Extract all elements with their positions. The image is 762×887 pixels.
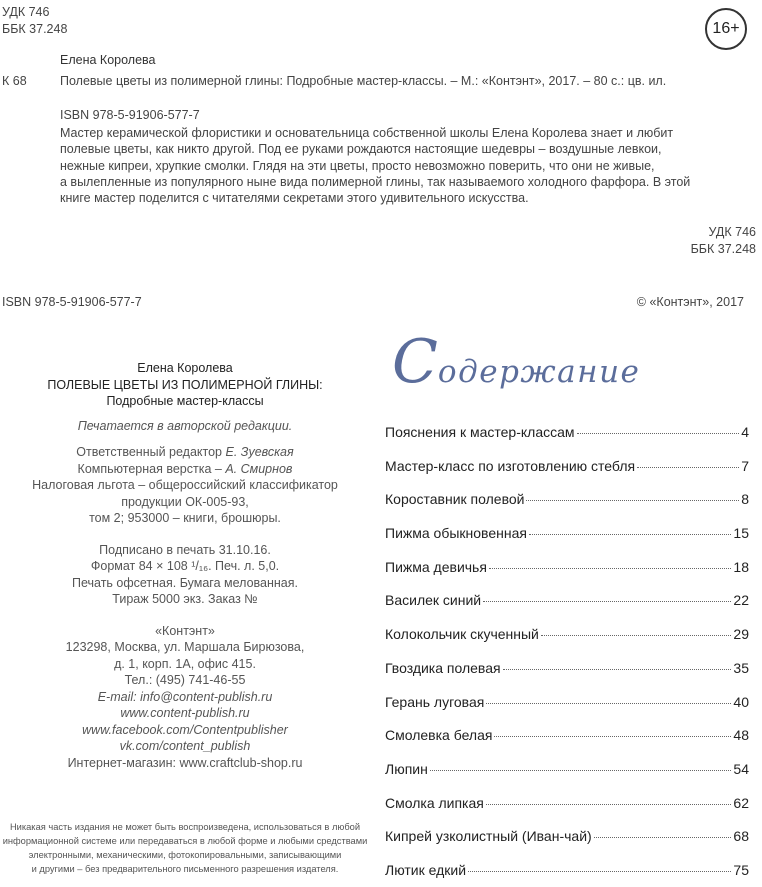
leader-dots: [577, 433, 740, 434]
toc-item-page: 8: [741, 491, 749, 508]
header-udk: УДК 746: [2, 5, 50, 19]
toc-item-title: Люпин: [385, 760, 428, 777]
leader-dots: [594, 837, 732, 838]
leader-dots: [486, 703, 731, 704]
toc-item[interactable]: [385, 828, 749, 862]
catalog-isbn: ISBN 978-5-91906-577-7: [60, 108, 200, 122]
catalog-udk: УДК 746: [708, 225, 756, 239]
leader-dots: [637, 467, 739, 468]
toc-item-page: 18: [733, 558, 749, 575]
leader-dots: [486, 804, 732, 805]
tax-line: Налоговая льгота – общероссийский классификатор: [32, 478, 338, 492]
leader-dots: [494, 736, 731, 737]
publisher-address: 123298, Москва, ул. Маршала Бирюзова,: [65, 640, 305, 654]
leader-dots: [529, 534, 731, 535]
toc-item-title: Колокольчик скученный: [385, 626, 539, 643]
editor-name: Е. Зуевская: [225, 445, 294, 459]
toc-item-title: Короставник полевой: [385, 491, 525, 508]
toc-item[interactable]: [385, 424, 749, 458]
publisher-vk: vk.com/content_publish: [119, 739, 251, 753]
layout-name: А. Смирнов: [225, 461, 293, 476]
toc-item-page: 22: [733, 592, 749, 609]
toc-list: [385, 424, 749, 887]
print-info-line: Подписано в печать 31.10.16.: [99, 542, 271, 557]
age-rating-badge: 16+: [705, 8, 747, 50]
toc-item-page: 62: [733, 794, 749, 811]
copyright: © «Контэнт», 2017: [636, 295, 744, 309]
publisher-email: E-mail: info@content-publish.ru: [97, 689, 273, 704]
catalog-entry: Полевые цветы из полимерной глины: Подробные мастер-классы. – М.: «Контэнт», 2017. – 80 с.: цв. ил.: [60, 74, 667, 88]
toc-item-title: Василек синий: [385, 592, 482, 609]
imprint-subtitle: Подробные мастер-классы: [106, 394, 264, 408]
toc-item[interactable]: [385, 761, 749, 795]
description-line: книге мастер поделится с читателями секретами этого удивительного искусства.: [60, 191, 529, 206]
legal-notice: [0, 820, 370, 876]
editor-label: Ответственный редактор: [76, 445, 223, 459]
toc-item-page: 29: [733, 626, 749, 643]
publisher-facebook: www.facebook.com/Contentpublisher: [82, 722, 288, 737]
description-line: полевые цветы, как никто другой. Под ее руками рождаются настоящие шедевры – воздушные левкои,: [60, 142, 662, 157]
edition-note: Печатается в авторской редакции.: [77, 418, 293, 433]
leader-dots: [503, 669, 732, 670]
toc-item-title: Лютик едкий: [385, 861, 467, 878]
toc-item[interactable]: [385, 795, 749, 829]
leader-dots: [483, 601, 731, 602]
layout-line: [0, 461, 370, 478]
toc-item[interactable]: [385, 862, 749, 887]
imprint-title: ПОЛЕВЫЕ ЦВЕТЫ ИЗ ПОЛИМЕРНОЙ ГЛИНЫ:: [47, 377, 323, 392]
layout-label: Компьютерная верстка –: [77, 461, 222, 476]
toc-item[interactable]: [385, 694, 749, 728]
catalog-bbk: ББК 37.248: [690, 242, 756, 256]
description-line: нежные кипреи, хрупкие смолки. Глядя на эти цветы, просто невозможно поверить, что они не живые,: [60, 158, 655, 173]
toc-item-page: 68: [733, 828, 749, 845]
toc-item-page: 15: [733, 525, 749, 542]
toc-title: [392, 322, 640, 402]
leader-dots: [526, 500, 739, 501]
editor-line: [0, 444, 370, 461]
header-bbk: ББК 37.248: [2, 22, 68, 36]
publisher-name: «Контэнт»: [155, 623, 215, 638]
toc-item[interactable]: [385, 525, 749, 559]
toc-title-initial: С: [392, 327, 438, 397]
imprint-author: Елена Королева: [137, 361, 233, 375]
toc-item[interactable]: [385, 660, 749, 694]
leader-dots: [489, 568, 731, 569]
toc-item-title: Гвоздика полевая: [385, 659, 501, 676]
publisher-shop: Интернет-магазин: www.craftclub-shop.ru: [67, 755, 303, 770]
leader-dots: [430, 770, 732, 771]
toc-item-title: Пижма девичья: [385, 558, 487, 575]
catalog-author: Елена Королева: [60, 53, 156, 67]
legal-line: Никакая часть издания не может быть воспроизведена, использоваться в любой: [9, 822, 361, 832]
toc-item[interactable]: [385, 727, 749, 761]
toc-item-page: 7: [741, 457, 749, 474]
toc-item-title: Кипрей узколистный (Иван-чай): [385, 828, 592, 845]
publisher-website: www.content-publish.ru: [120, 706, 250, 720]
print-info-line: Формат 84 × 108 ¹/₁₆. Печ. л. 5,0.: [90, 559, 280, 573]
legal-line: электронными, механическими, фотокопировальными, записывающими: [28, 850, 342, 860]
footer-isbn: ISBN 978-5-91906-577-7: [2, 295, 142, 309]
toc-item[interactable]: [385, 458, 749, 492]
toc-item-title: Пояснения к мастер-классам: [385, 424, 575, 440]
print-info-line: Тираж 5000 экз. Заказ №: [112, 592, 258, 606]
publisher-phone: Тел.: (495) 741-46-55: [124, 673, 246, 687]
imprint-block: [0, 360, 370, 771]
toc-item-title: Смолевка белая: [385, 727, 493, 744]
toc-item-page: 48: [733, 727, 749, 744]
catalog-code: К 68: [2, 74, 27, 88]
toc-item-page: 4: [741, 424, 749, 440]
toc-item[interactable]: [385, 626, 749, 660]
leader-dots: [468, 871, 731, 872]
print-info-line: Печать офсетная. Бумага мелованная.: [71, 575, 298, 590]
toc-item[interactable]: [385, 491, 749, 525]
tax-line: том 2; 953000 – книги, брошюры.: [89, 511, 281, 525]
toc-item-page: 54: [733, 760, 749, 777]
toc-item-title: Пижма обыкновенная: [385, 525, 527, 542]
toc-item-page: 75: [733, 861, 749, 878]
toc-item-title: Смолка липкая: [385, 794, 484, 811]
toc-item[interactable]: [385, 559, 749, 593]
legal-line: и другими – без предварительного письменного разрешения издателя.: [31, 864, 339, 874]
description-line: а вылепленные из популярного ныне вида полимерной глины, так называемого холодного фарфора. В этой: [60, 174, 691, 189]
tax-line: продукции ОК-005-93,: [121, 494, 249, 509]
toc-item[interactable]: [385, 592, 749, 626]
publisher-address: д. 1, корп. 1А, офис 415.: [114, 656, 256, 671]
toc-item-title: Герань луговая: [385, 693, 485, 710]
toc-item-page: 40: [733, 693, 749, 710]
leader-dots: [541, 635, 732, 636]
catalog-description: [60, 125, 740, 206]
toc-item-title: Мастер-класс по изготовлению стебля: [385, 457, 636, 474]
toc-item-page: 35: [733, 659, 749, 676]
toc-title-rest: одержание: [437, 354, 641, 390]
description-line: Мастер керамической флористики и основательница собственной школы Елена Королева знает и любит: [60, 126, 674, 140]
legal-line: информационной системе или передаваться в любой форме и любыми средствами: [2, 836, 368, 846]
